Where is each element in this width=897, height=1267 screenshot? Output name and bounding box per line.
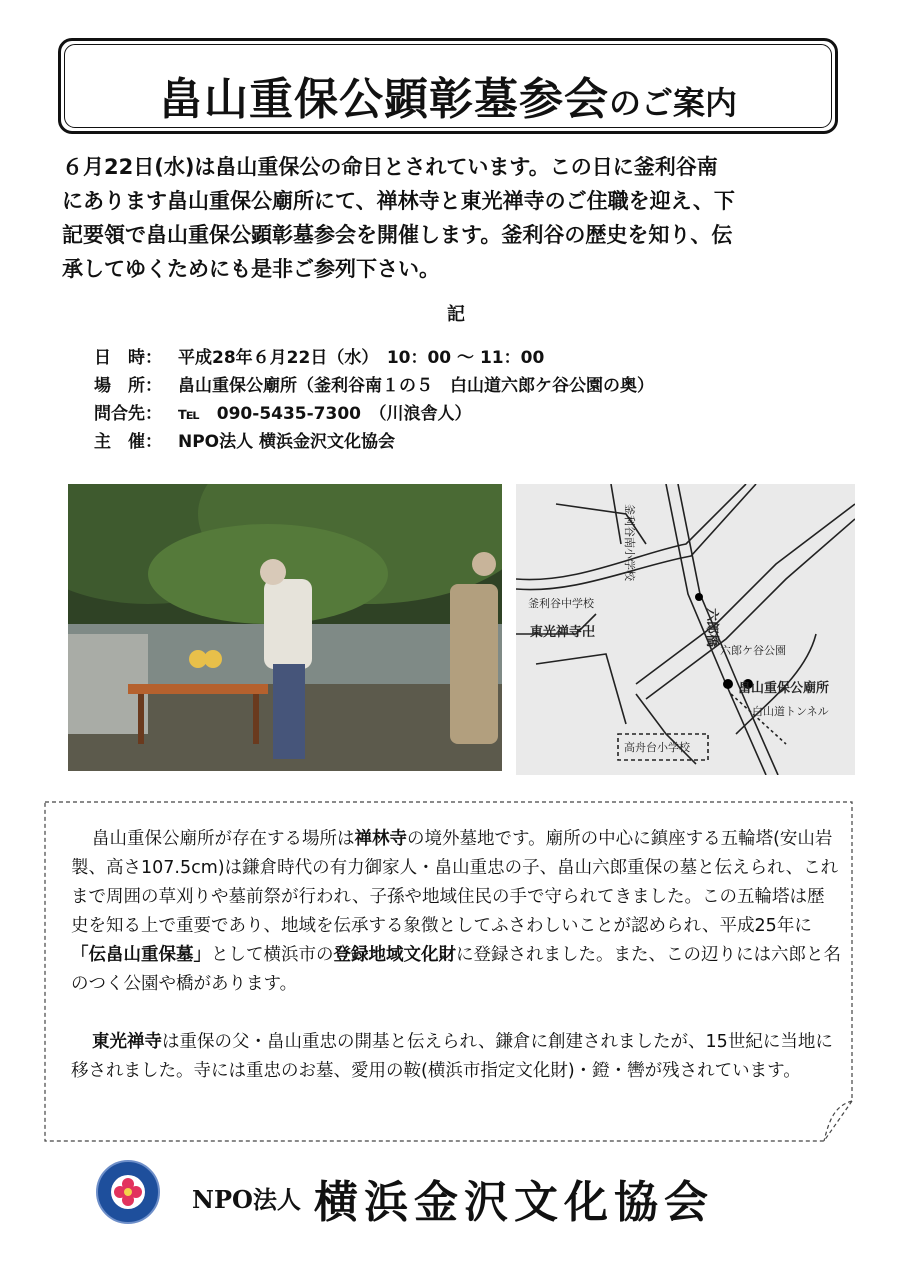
intro-line: 記要領で畠山重保公顕彰墓参会を開催します。釜利谷の歴史を知り、伝 bbox=[62, 223, 733, 247]
ki-heading: 記 bbox=[447, 304, 465, 325]
history-note bbox=[44, 801, 854, 1143]
map-label-school-middle: 釜利谷中学校 bbox=[528, 597, 594, 610]
association-logo-icon bbox=[96, 1160, 160, 1224]
page-title bbox=[61, 63, 835, 127]
map-label-tunnel: 白山道トンネル bbox=[752, 705, 829, 718]
title-main: 畠山重保公顕彰墓参会 bbox=[158, 74, 609, 125]
map-label-mausoleum: 畠山重保公廟所 bbox=[738, 681, 830, 696]
title-frame bbox=[58, 38, 838, 134]
map-label-temple: 東光禅寺卍 bbox=[530, 625, 596, 640]
history-text bbox=[71, 825, 841, 1086]
detail-place: 場 所： 畠山重保公廟所（釜利谷南１の５ 白山道六郎ケ谷公園の奥） bbox=[94, 376, 654, 396]
map-label-school-south: 釜利谷南小学校 bbox=[623, 504, 636, 581]
detail-organizer: 主 催： NPO法人 横浜金沢文化協会 bbox=[94, 432, 396, 452]
location-map bbox=[516, 484, 855, 775]
detail-datetime: 日 時： 平成28年６月22日（水） 10：00 ～ 11：00 bbox=[94, 348, 545, 368]
event-details bbox=[94, 344, 654, 456]
history-paragraph-2: 東光禅寺は重保の父・畠山重忠の開基と伝えられ、鎌倉に創建されましたが、15世紀に当地に移されました。寺には重忠のお墓、愛用の鞍(横浜市指定文化財)・鐙・轡が残されています。 bbox=[71, 1032, 833, 1081]
intro-line: にあります畠山重保公廟所にて、禅林寺と東光禅寺のご住職を迎え、下 bbox=[62, 189, 735, 213]
history-paragraph-1: 畠山重保公廟所が存在する場所は禅林寺の境外墓地です。廟所の中心に鎮座する五輪塔(安山岩製、高さ107.5cm)は鎌倉時代の有力御家人・畠山重忠の子、畠山六郎重保の墓と伝えられ、これまで周囲の草刈りや墓前祭が行われ、子孫や地域住民の手で守られてきました。この五輪塔は歴史を知る上で重要であり、地域を伝承する象徴としてふさわしいことが認められ、平成25年に「伝畠山重保墓」として横浜市の登録地域文化財に登録されました。また、この辺りには六郎と名のつく公園や橋があります。 bbox=[71, 829, 841, 994]
map-label-school-takafune: 高舟台小学校 bbox=[624, 741, 690, 754]
map-label-park: 六郎ケ谷公園 bbox=[720, 644, 786, 657]
footer-org-name: 横浜金沢文化協会 bbox=[314, 1177, 714, 1228]
intro-line: 承してゆくためにも是非ご参列下さい。 bbox=[62, 257, 440, 281]
intro-line: ６月22日(水)は畠山重保公の命日とされています。この日に釜利谷南 bbox=[62, 155, 718, 179]
footer bbox=[96, 1156, 816, 1226]
map-label-bridge: 六郎橋 bbox=[704, 608, 719, 648]
title-suffix: のご案内 bbox=[608, 84, 737, 122]
intro-paragraph bbox=[62, 150, 852, 286]
footer-npo: NPO法人 bbox=[192, 1185, 301, 1214]
ceremony-photo bbox=[68, 484, 502, 771]
detail-contact: 問合先： ℡ 090-5435-7300 （川浪舎人） bbox=[94, 404, 472, 424]
